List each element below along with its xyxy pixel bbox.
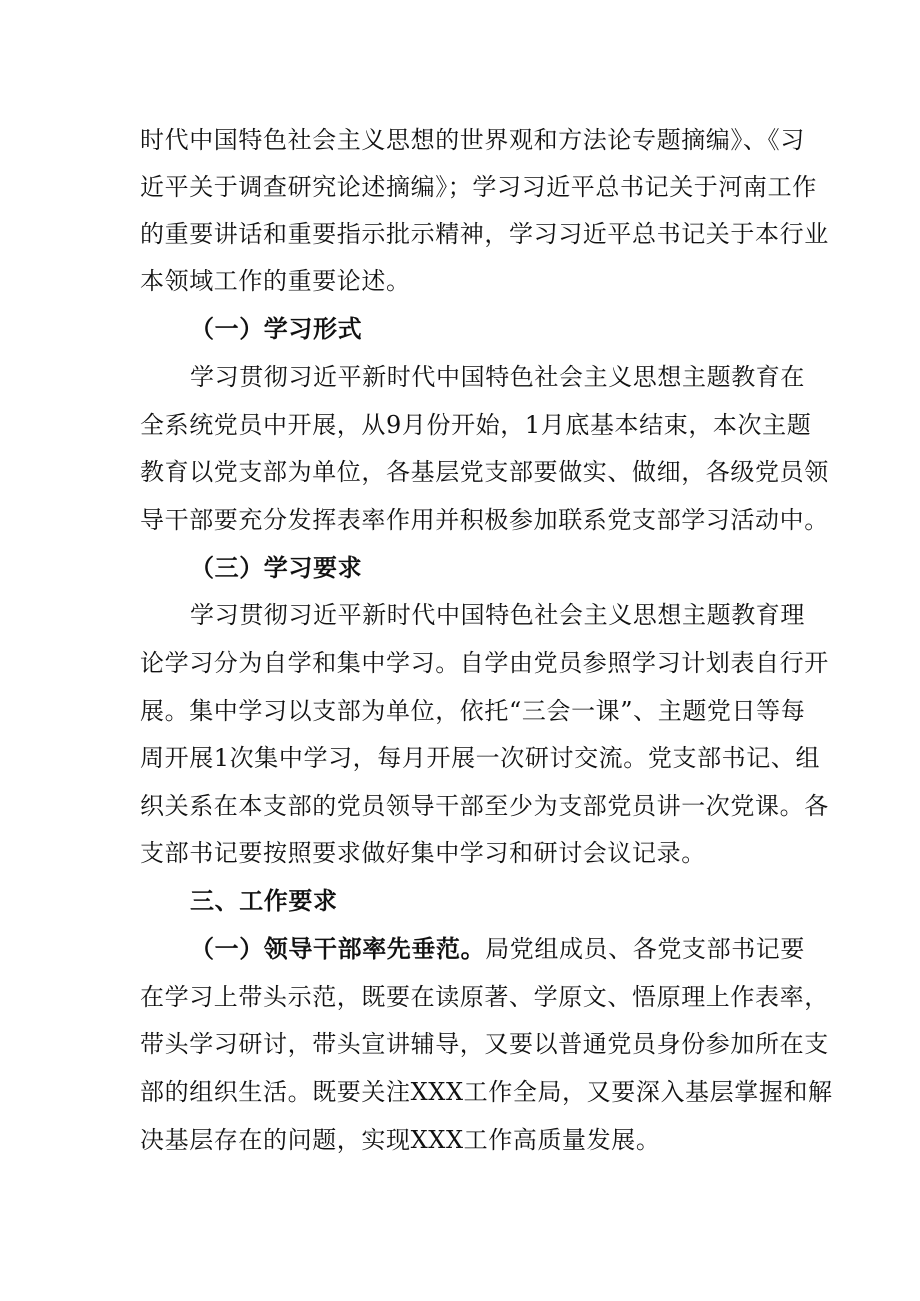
paragraph-line: 近平关于调查研究论述摘编》；学习习近平总书记关于河南工作 [140, 173, 817, 201]
paragraph-line: 学习贯彻习近平新时代中国特色社会主义思想主题教育在 [190, 363, 805, 391]
paragraph-line: 周开展1次集中学习，每月开展一次研讨交流。党支部书记、组 [140, 744, 821, 772]
paragraph-line [190, 934, 840, 964]
paragraph-line: 论学习分为自学和集中学习。自学由党员参照学习计划表自行开 [140, 649, 829, 677]
paragraph-line: 带头学习研讨，带头宣讲辅导，又要以普通党员身份参加所在支 [140, 1030, 829, 1058]
paragraph-line: 教育以党支部为单位，各基层党支部要做实、做细，各级党员领 [140, 458, 829, 486]
section-heading-learning-format: （一）学习形式 [190, 314, 363, 343]
paragraph-line: 部的组织生活。既要关注XXX工作全局，又要深入基层掌握和解 [140, 1078, 833, 1106]
paragraph-line: 时代中国特色社会主义思想的世界观和方法论专题摘编》、《习 [140, 126, 805, 154]
paragraph-line: 全系统党员中开展，从9月份开始，1月底基本结束，本次主题 [140, 411, 812, 439]
paragraph-line: 支部书记要按照要求做好集中学习和研讨会议记录。 [140, 839, 706, 867]
section-heading-work-requirements: 三、工作要求 [190, 886, 338, 915]
section-heading-learning-requirements: （三）学习要求 [190, 553, 363, 582]
paragraph-line: 的重要讲话和重要指示批示精神，学习习近平总书记关于本行业 [140, 220, 829, 248]
paragraph-line: 导干部要充分发挥表率作用并积极参加联系党支部学习活动中。 [140, 506, 829, 534]
paragraph-line: 本领域工作的重要论述。 [140, 267, 411, 295]
paragraph-line: 织关系在本支部的党员领导干部至少为支部党员讲一次党课。各 [140, 792, 829, 820]
paragraph-line: 在学习上带头示范，既要在读原著、学原文、悟原理上作表率， [140, 983, 829, 1011]
inline-text: 局党组成员、各党支部书记要 [485, 935, 806, 963]
paragraph-line: 决基层存在的问题，实现XXX工作高质量发展。 [140, 1126, 661, 1154]
paragraph-line: 学习贯彻习近平新时代中国特色社会主义思想主题教育理 [190, 601, 805, 629]
paragraph-line: 展。集中学习以支部为单位，依托“三会一课”、主题党日等每 [140, 697, 806, 725]
inline-bold-heading: （一）领导干部率先垂范。 [190, 934, 486, 963]
